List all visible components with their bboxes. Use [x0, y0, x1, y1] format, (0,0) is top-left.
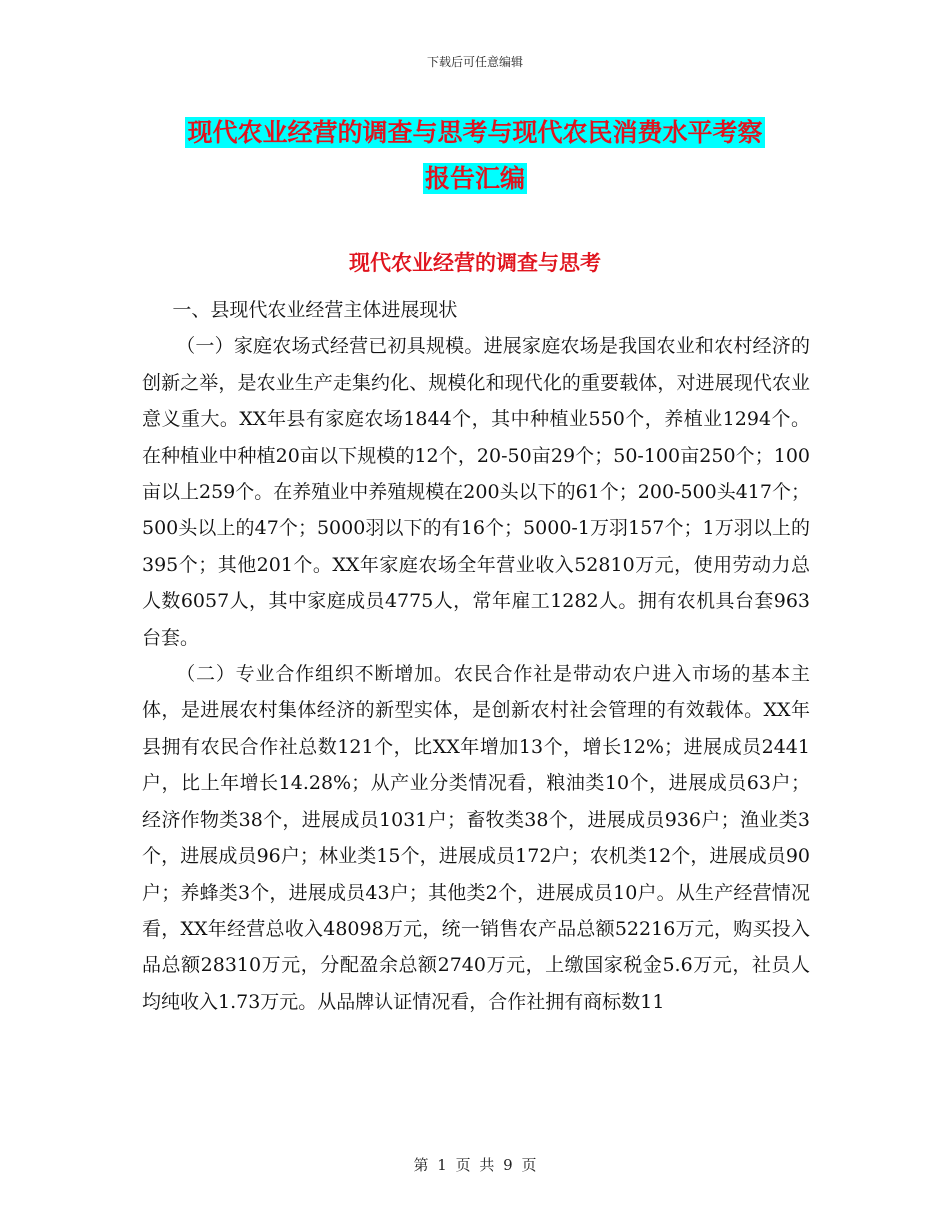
- title-line-1: 现代农业经营的调查与思考与现代农民消费水平考察: [187, 118, 763, 147]
- title-line-2: 报告汇编: [424, 164, 525, 193]
- document-body: [142, 292, 810, 1020]
- page-header-note: 下载后可任意编辑: [426, 55, 523, 69]
- document-title: [0, 110, 950, 202]
- section-title: 现代农业经营的调查与思考: [349, 251, 601, 275]
- page-footer: 第 1 页 共 9 页: [413, 1156, 537, 1174]
- paragraph-family-farms: （一）家庭农场式经营已初具规模。进展家庭农场是我国农业和农村经济的创新之举，是农业生产走集约化、规模化和现代化的重要载体，对进展现代农业意义重大。XX年县有家庭农场1844个，其中种植业550个，养植业1294个。在种植业中种植20亩以下规模的12个，20-50亩29个；50-100亩250个；100亩以上259个。在养殖业中养殖规模在200头以下的61个；200-500头417个；500头以上的47个；5000羽以下的有16个；5000-1万羽157个；1万羽以上的395个；其他201个。XX年家庭农场全年营业收入52810万元，使用劳动力总人数6057人，其中家庭成员4775人，常年雇工1282人。拥有农机具台套963台套。: [142, 335, 810, 649]
- paragraph-cooperatives: （二）专业合作组织不断增加。农民合作社是带动农户进入市场的基本主体，是进展农村集体经济的新型实体，是创新农村社会管理的有效载体。XX年县拥有农民合作社总数121个，比XX年增加13个，增长12%；进展成员2441户，比上年增长14.28%；从产业分类情况看，粮油类10个，进展成员63户；经济作物类38个，进展成员1031户；畜牧类38个，进展成员936户；渔业类3个，进展成员96户；林业类15个，进展成员172户；农机类12个，进展成员90户；养蜂类3个，进展成员43户；其他类2个，进展成员10户。从生产经营情况看，XX年经营总收入48098万元，统一销售农产品总额52216万元，购买投入品总额28310万元，分配盈余总额2740万元，上缴国家税金5.6万元，社员人均纯收入1.73万元。从品牌认证情况看，合作社拥有商标数11: [142, 663, 810, 1013]
- heading-1: 一、县现代农业经营主体进展现状: [172, 299, 458, 321]
